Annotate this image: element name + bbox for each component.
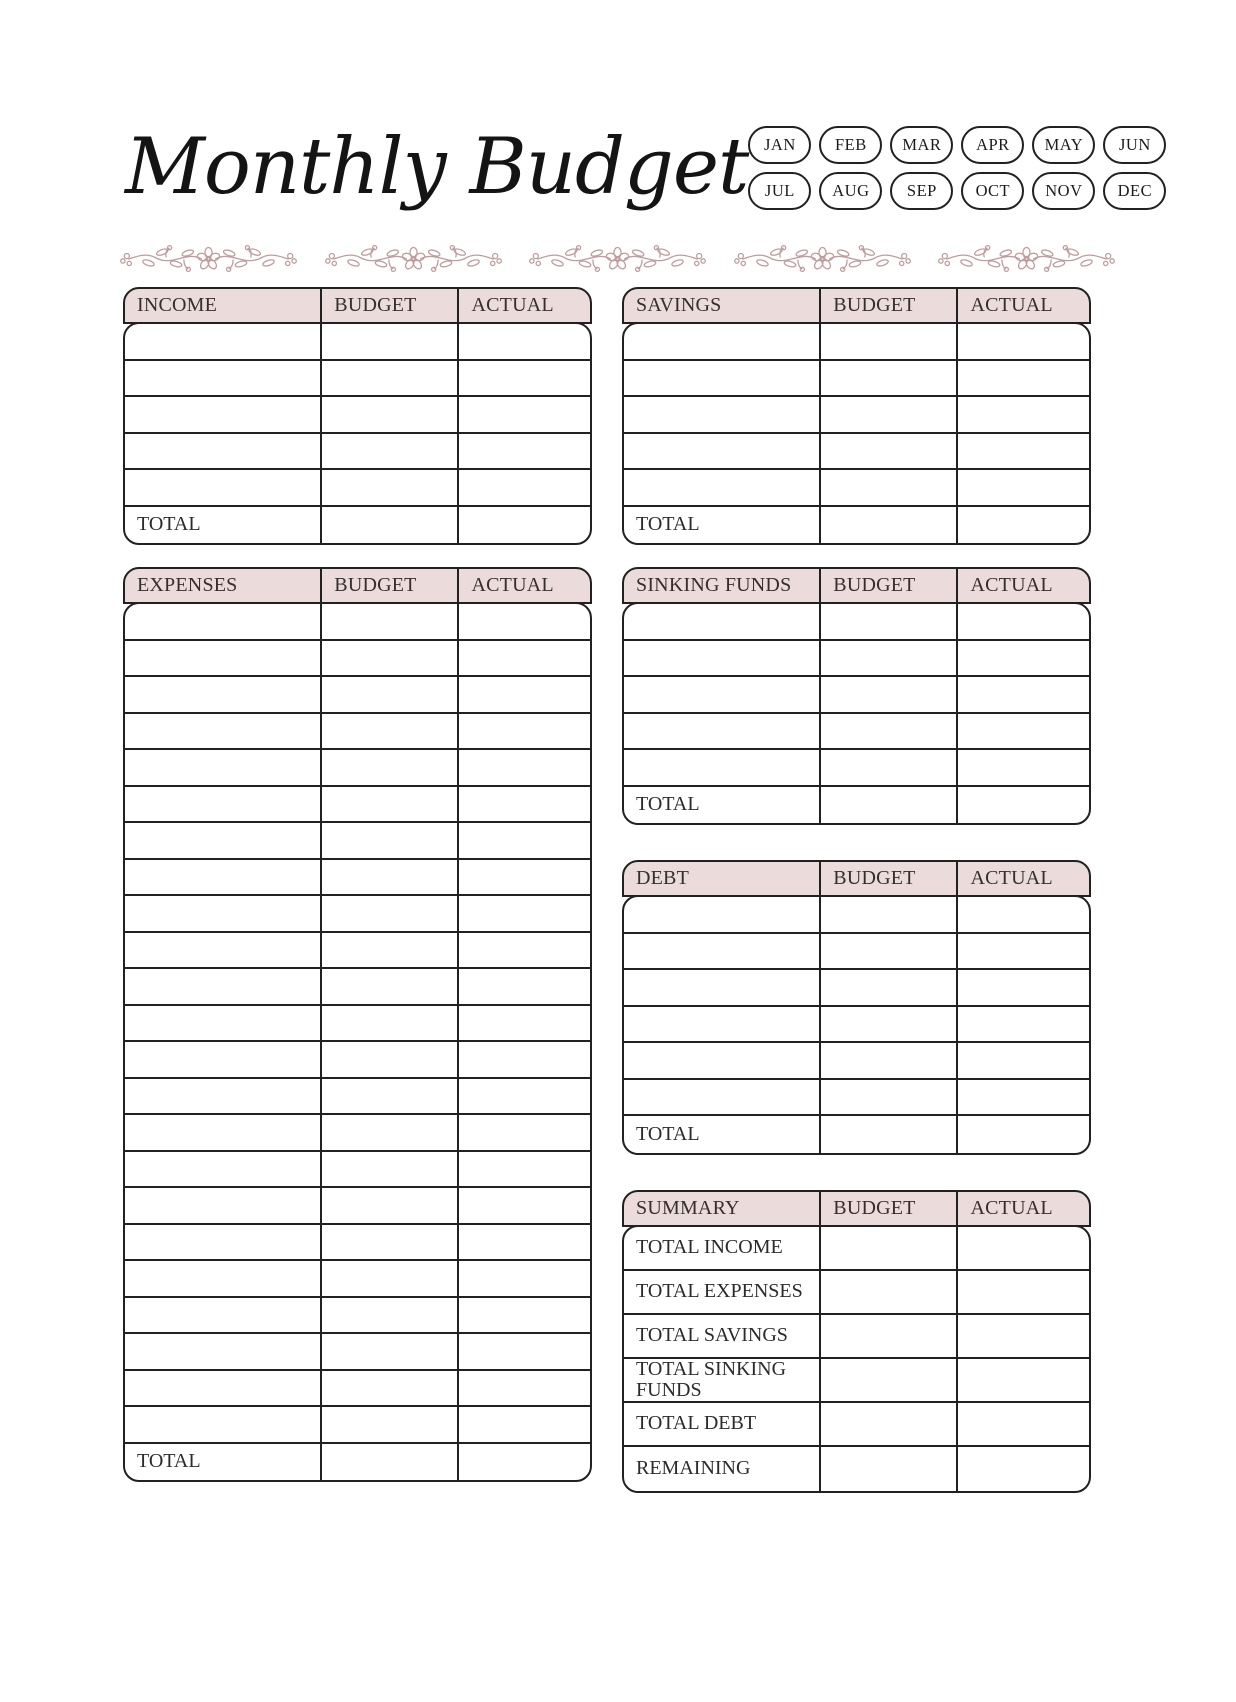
summary-label: TOTAL SAVINGS <box>636 1324 788 1346</box>
table-cell <box>457 750 590 785</box>
table-cell <box>956 677 1089 712</box>
month-pill-dec[interactable]: DEC <box>1103 172 1166 210</box>
table-cell <box>125 1225 320 1260</box>
table-cell <box>457 507 590 544</box>
left-column <box>123 287 592 1482</box>
column-header-budget: BUDGET <box>819 862 956 895</box>
table-cell <box>457 823 590 858</box>
table-cell <box>624 1007 819 1042</box>
table-row <box>624 897 1089 934</box>
summary-label: TOTAL EXPENSES <box>636 1280 803 1302</box>
table-cell <box>320 641 457 676</box>
summary-label: REMAINING <box>636 1457 751 1479</box>
table-cell <box>320 860 457 895</box>
debt-table <box>622 860 1091 1155</box>
flower-vine-ornament <box>933 244 1120 274</box>
table-cell <box>819 507 956 544</box>
total-label: TOTAL <box>137 1450 201 1473</box>
table-cell <box>320 434 457 469</box>
table-row <box>624 934 1089 971</box>
table-cell <box>457 1006 590 1041</box>
table-cell <box>457 397 590 432</box>
table-cell <box>125 361 320 396</box>
table-cell <box>624 1043 819 1078</box>
table-cell <box>956 1227 1089 1269</box>
summary-label: TOTAL SINKING FUNDS <box>636 1357 787 1401</box>
table-cell <box>624 434 819 469</box>
table-cell <box>125 1042 320 1077</box>
table-cell <box>457 1334 590 1369</box>
table-cell <box>125 750 320 785</box>
table-row <box>125 604 590 641</box>
table-row <box>624 397 1089 434</box>
table-cell <box>320 677 457 712</box>
table-cell <box>320 1225 457 1260</box>
month-selector <box>748 126 1166 210</box>
summary-row-remaining <box>624 1447 1089 1491</box>
table-row <box>125 860 590 897</box>
table-cell <box>457 361 590 396</box>
table-cell <box>320 1298 457 1333</box>
summary-table <box>622 1190 1091 1493</box>
month-pill-sep[interactable]: SEP <box>890 172 953 210</box>
table-cell <box>956 1007 1089 1042</box>
debt-table-header <box>622 860 1091 897</box>
table-cell <box>819 434 956 469</box>
table-cell <box>956 897 1089 932</box>
budget-planner-page <box>0 102 1236 1493</box>
table-cell <box>457 1079 590 1114</box>
table-row <box>125 470 590 507</box>
table-cell <box>956 361 1089 396</box>
table-cell <box>320 1444 457 1481</box>
table-cell <box>125 641 320 676</box>
table-row <box>125 434 590 471</box>
table-cell <box>956 970 1089 1005</box>
table-cell <box>125 714 320 749</box>
table-cell <box>320 750 457 785</box>
table-row <box>624 434 1089 471</box>
table-row <box>624 750 1089 787</box>
table-cell <box>320 714 457 749</box>
column-header-summary: SUMMARY <box>636 1196 740 1219</box>
table-cell <box>819 1315 956 1357</box>
table-cell <box>457 1225 590 1260</box>
table-cell <box>819 1227 956 1269</box>
table-cell <box>457 1115 590 1150</box>
table-row <box>624 1043 1089 1080</box>
table-cell <box>956 1315 1089 1357</box>
summary-table-body <box>622 1225 1091 1493</box>
savings-table-header <box>622 287 1091 324</box>
table-row <box>125 641 590 678</box>
table-cell <box>320 1006 457 1041</box>
table-cell <box>956 1043 1089 1078</box>
table-cell <box>457 787 590 822</box>
table-cell <box>125 787 320 822</box>
month-pill-feb[interactable]: FEB <box>819 126 882 164</box>
table-cell <box>125 860 320 895</box>
flower-vine-ornament <box>115 244 302 274</box>
table-cell <box>819 970 956 1005</box>
table-cell <box>320 1188 457 1223</box>
total-row <box>624 507 1089 544</box>
total-row <box>624 787 1089 824</box>
column-header-budget: BUDGET <box>320 289 457 322</box>
sinking-funds-table-header <box>622 567 1091 604</box>
column-header-budget: BUDGET <box>320 569 457 602</box>
table-cell <box>956 934 1089 969</box>
table-cell <box>819 1403 956 1445</box>
table-cell <box>956 397 1089 432</box>
table-cell <box>125 677 320 712</box>
table-cell <box>956 1403 1089 1445</box>
table-row <box>125 1115 590 1152</box>
table-cell <box>320 397 457 432</box>
total-label: TOTAL <box>636 793 700 816</box>
table-cell <box>624 934 819 969</box>
table-row <box>125 1079 590 1116</box>
month-pill-jul[interactable]: JUL <box>748 172 811 210</box>
month-pill-apr[interactable]: APR <box>961 126 1024 164</box>
table-cell <box>819 604 956 639</box>
table-cell <box>956 470 1089 505</box>
table-cell <box>819 750 956 785</box>
sinking-funds-table-body <box>622 602 1091 825</box>
column-header-income: INCOME <box>137 294 218 316</box>
total-label: TOTAL <box>636 513 700 536</box>
table-cell <box>320 1371 457 1406</box>
month-pill-jan[interactable]: JAN <box>748 126 811 164</box>
table-cell <box>956 1080 1089 1115</box>
summary-label: TOTAL INCOME <box>636 1236 783 1258</box>
table-cell <box>624 470 819 505</box>
table-cell <box>320 324 457 359</box>
debt-table-body <box>622 895 1091 1155</box>
table-cell <box>125 1298 320 1333</box>
table-cell <box>457 860 590 895</box>
table-row <box>624 1007 1089 1044</box>
table-cell <box>819 677 956 712</box>
table-cell <box>956 714 1089 749</box>
table-cell <box>819 897 956 932</box>
table-cell <box>320 507 457 544</box>
table-cell <box>457 933 590 968</box>
table-cell <box>457 1298 590 1333</box>
column-header-actual: ACTUAL <box>457 569 590 602</box>
savings-table <box>622 287 1091 545</box>
summary-row-total-expenses <box>624 1271 1089 1315</box>
table-cell <box>457 1407 590 1442</box>
table-cell <box>819 1007 956 1042</box>
table-cell <box>125 1006 320 1041</box>
table-cell <box>320 823 457 858</box>
table-cell <box>457 604 590 639</box>
table-cell <box>320 1152 457 1187</box>
table-cell <box>320 1261 457 1296</box>
table-cell <box>320 969 457 1004</box>
column-header-budget: BUDGET <box>819 289 956 322</box>
table-cell <box>956 507 1089 544</box>
total-label: TOTAL <box>137 513 201 536</box>
expenses-table <box>123 567 592 1482</box>
table-cell <box>457 1188 590 1223</box>
summary-row-total-income <box>624 1227 1089 1271</box>
table-cell <box>624 641 819 676</box>
table-cell <box>457 896 590 931</box>
table-row <box>624 361 1089 398</box>
table-row <box>125 1334 590 1371</box>
table-cell <box>125 1188 320 1223</box>
table-row <box>125 969 590 1006</box>
table-row <box>125 714 590 751</box>
tables-area <box>0 274 1236 1493</box>
column-header-budget: BUDGET <box>819 1192 956 1225</box>
total-row <box>125 1444 590 1481</box>
table-cell <box>819 787 956 824</box>
table-cell <box>457 969 590 1004</box>
table-row <box>125 1371 590 1408</box>
table-row <box>624 470 1089 507</box>
table-cell <box>819 324 956 359</box>
table-cell <box>457 1152 590 1187</box>
table-row <box>125 1188 590 1225</box>
page-header <box>0 102 1236 234</box>
table-row <box>624 324 1089 361</box>
table-cell <box>125 604 320 639</box>
table-row <box>125 361 590 398</box>
table-cell <box>624 714 819 749</box>
table-cell <box>320 1079 457 1114</box>
table-cell <box>624 970 819 1005</box>
table-cell <box>125 397 320 432</box>
table-cell <box>457 1371 590 1406</box>
column-header-budget: BUDGET <box>819 569 956 602</box>
table-cell <box>320 1334 457 1369</box>
table-cell <box>624 677 819 712</box>
table-cell <box>819 641 956 676</box>
table-cell <box>819 1116 956 1153</box>
table-cell <box>320 361 457 396</box>
table-cell <box>956 1359 1089 1401</box>
table-cell <box>457 1444 590 1481</box>
flower-vine-ornament <box>729 244 916 274</box>
table-row <box>624 970 1089 1007</box>
table-cell <box>819 934 956 969</box>
table-row <box>125 1152 590 1189</box>
income-table-header <box>123 287 592 324</box>
table-cell <box>457 434 590 469</box>
table-cell <box>457 470 590 505</box>
table-cell <box>125 1407 320 1442</box>
column-header-sinking-funds: SINKING FUNDS <box>636 574 792 596</box>
table-cell <box>956 434 1089 469</box>
month-pill-nov[interactable]: NOV <box>1032 172 1095 210</box>
table-row <box>624 1080 1089 1117</box>
column-header-debt: DEBT <box>636 867 690 889</box>
table-cell <box>125 969 320 1004</box>
summary-row-total-sinking-funds <box>624 1359 1089 1403</box>
page-title: Monthly Budget <box>125 122 749 213</box>
table-cell <box>457 714 590 749</box>
income-table <box>123 287 592 545</box>
table-cell <box>624 361 819 396</box>
income-table-body <box>123 322 592 545</box>
table-cell <box>125 324 320 359</box>
table-cell <box>320 1042 457 1077</box>
table-cell <box>819 1447 956 1491</box>
table-cell <box>125 933 320 968</box>
table-cell <box>819 397 956 432</box>
table-cell <box>320 896 457 931</box>
table-cell <box>125 1152 320 1187</box>
table-cell <box>320 470 457 505</box>
table-row <box>125 933 590 970</box>
table-cell <box>320 787 457 822</box>
table-cell <box>819 470 956 505</box>
column-header-actual: ACTUAL <box>457 289 590 322</box>
table-cell <box>956 1116 1089 1153</box>
total-row <box>125 507 590 544</box>
column-header-actual: ACTUAL <box>956 862 1089 895</box>
month-pill-mar[interactable]: MAR <box>890 126 953 164</box>
table-cell <box>624 897 819 932</box>
table-cell <box>819 714 956 749</box>
table-cell <box>956 324 1089 359</box>
table-cell <box>320 604 457 639</box>
table-cell <box>819 361 956 396</box>
expenses-table-body <box>123 602 592 1482</box>
table-cell <box>956 750 1089 785</box>
table-cell <box>125 1079 320 1114</box>
right-column <box>622 287 1091 1493</box>
table-cell <box>457 677 590 712</box>
table-cell <box>320 1115 457 1150</box>
table-cell <box>320 1407 457 1442</box>
table-row <box>125 397 590 434</box>
table-cell <box>320 933 457 968</box>
table-cell <box>819 1271 956 1313</box>
column-header-actual: ACTUAL <box>956 569 1089 602</box>
table-row <box>624 677 1089 714</box>
table-cell <box>956 1447 1089 1491</box>
month-pill-oct[interactable]: OCT <box>961 172 1024 210</box>
table-cell <box>624 397 819 432</box>
expenses-table-header <box>123 567 592 604</box>
table-row <box>125 750 590 787</box>
table-cell <box>125 470 320 505</box>
table-row <box>624 604 1089 641</box>
summary-row-total-debt <box>624 1403 1089 1447</box>
table-cell <box>819 1359 956 1401</box>
table-row <box>125 1407 590 1444</box>
table-cell <box>125 1371 320 1406</box>
table-row <box>125 823 590 860</box>
table-row <box>125 1298 590 1335</box>
table-row <box>125 1261 590 1298</box>
table-cell <box>125 1115 320 1150</box>
table-row <box>125 787 590 824</box>
table-row <box>624 714 1089 751</box>
flower-vine-ornament <box>524 244 711 274</box>
table-cell <box>956 641 1089 676</box>
table-row <box>125 677 590 714</box>
table-cell <box>125 823 320 858</box>
table-cell <box>125 896 320 931</box>
table-row <box>125 324 590 361</box>
table-cell <box>457 1042 590 1077</box>
month-pill-may[interactable]: MAY <box>1032 126 1095 164</box>
floral-divider <box>0 244 1236 274</box>
table-cell <box>125 434 320 469</box>
table-row <box>125 896 590 933</box>
table-cell <box>624 1080 819 1115</box>
table-cell <box>819 1043 956 1078</box>
month-pill-jun[interactable]: JUN <box>1103 126 1166 164</box>
table-cell <box>956 1271 1089 1313</box>
savings-table-body <box>622 322 1091 545</box>
table-cell <box>457 1261 590 1296</box>
column-header-actual: ACTUAL <box>956 1192 1089 1225</box>
column-header-savings: SAVINGS <box>636 294 722 316</box>
month-pill-aug[interactable]: AUG <box>819 172 882 210</box>
table-cell <box>125 1261 320 1296</box>
column-header-expenses: EXPENSES <box>137 574 238 596</box>
summary-table-header <box>622 1190 1091 1227</box>
total-row <box>624 1116 1089 1153</box>
summary-label: TOTAL DEBT <box>636 1412 757 1434</box>
table-cell <box>956 604 1089 639</box>
total-label: TOTAL <box>636 1122 700 1145</box>
table-cell <box>956 787 1089 824</box>
table-cell <box>125 1334 320 1369</box>
table-cell <box>819 1080 956 1115</box>
table-cell <box>457 324 590 359</box>
table-row <box>125 1042 590 1079</box>
column-header-actual: ACTUAL <box>956 289 1089 322</box>
table-cell <box>624 324 819 359</box>
summary-row-total-savings <box>624 1315 1089 1359</box>
table-cell <box>624 604 819 639</box>
table-row <box>624 641 1089 678</box>
sinking-funds-table <box>622 567 1091 825</box>
table-cell <box>457 641 590 676</box>
table-row <box>125 1006 590 1043</box>
flower-vine-ornament <box>320 244 507 274</box>
table-row <box>125 1225 590 1262</box>
table-cell <box>624 750 819 785</box>
